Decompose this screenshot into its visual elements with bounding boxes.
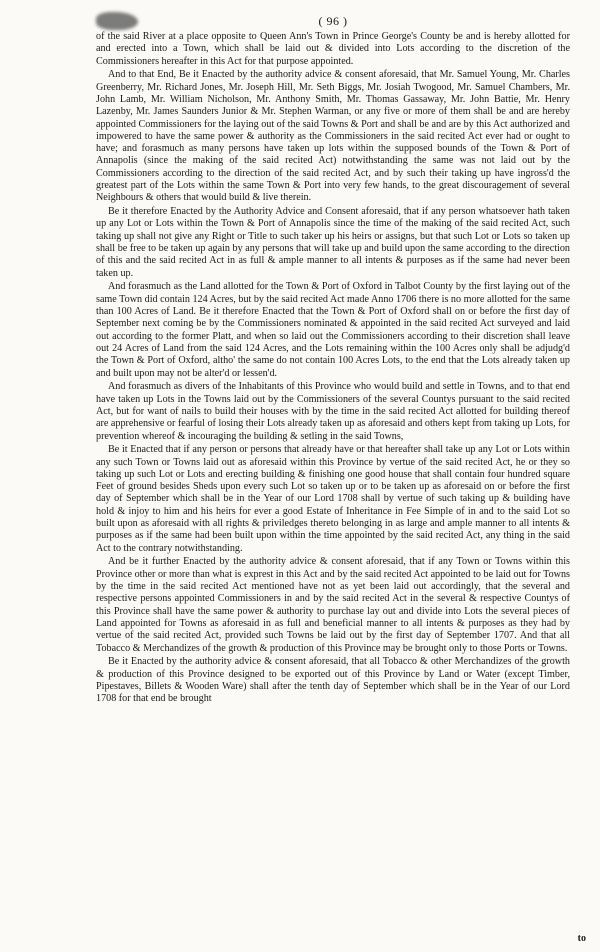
page-number: ( 96 ) [96,14,570,29]
paragraph: Be it Enacted by the authority advice & consent aforesaid, that all Tobacco & other Merchandizes of the growth & production of this Province designed to be exported out of this Province by Land or Water (except Timber, Pipestaves, Billets & Wooden Ware) shall after the tenth day of September which shall be in the Year of our Lord 1708 for that end be brought [96,656,570,705]
paragraph: And to that End, Be it Enacted by the authority advice & consent aforesaid, that Mr. Samuel Young, Mr. Charles Greenberry, Mr. Richard Jones, Mr. Joseph Hill, Mr. Seth Biggs, Mr. Josiah Twogood, Mr. Samuel Chambers, Mr. John Lamb, Mr. William Nicholson, Mr. Anthony Smith, Mr. Thomas Gassaway, Mr. John Battie, Mr. Henry Lazenby, Mr. James Saunders Junior & Mr. Stephen Warman, or any five or more of them shall be and are hereby appointed Commissioners for the laying out of the said Towns & Port and shall be and are by this Act authorized and impowered to have the same power & authority as the Commissioners in the said recited Act ever had or ought to have; and forasmuch as many persons have taken up lots within the supposed bounds of the Town & Port of Annapolis (since the making of the said recited Act) notwithstanding the same was not laid out by the Commissioners according to the direction of the said recited Act, and by such their taking up have ingross'd the greatest part of the Lots within the same Town & Port into very few hands, to the great discouragement of several Neighbours & others that would build & live therein. [96,69,570,204]
paragraph: And forasmuch as divers of the Inhabitants of this Province who would build and settle in Towns, and to that end have taken up Lots in the Towns laid out by the Commissioners of the several Countys pursuant to the said recited Act, but for want of nails to build their houses with by the time in the said recited Act allotted for building thereof are apprehensive or fearful of losing their Lots already taken up as aforesaid and others kept from taking up Lots, for prevention whereof & incouraging the building & setling in the said Towns, [96,381,570,442]
body-text [96,31,570,706]
paragraph: Be it therefore Enacted by the Authority Advice and Consent aforesaid, that if any person whatsoever hath taken up any Lot or Lots within the Town & Port of Annapolis since the time of the making of the said recited Act, such taking up shall not give any Right or Title to such taker up his heirs or assigns, but that such Lot or Lots so taken up shall be free to be taken up again by any persons that will take up and build upon the same according to the direction of this and the said recited Act in as full & ample manner to all intents & purposes as if the same had never been taken up. [96,206,570,279]
paragraph: of the said River at a place opposite to Queen Ann's Town in Prince George's County be and is hereby allotted for and erected into a Town, which shall be laid out & divided into Lots according to the discretion of the Commissioners hereafter in this Act for that purpose appointed. [96,31,570,67]
ink-stain [96,12,138,30]
catchword: to [577,933,586,944]
paragraph: And be it further Enacted by the authority advice & consent aforesaid, that if any Town or Towns within this Province other or more than what is exprest in this Act and by the said recited Act appointed to be laid out for Towns by the time in the said recited Act mentioned have not as yet been laid out accordingly, that the several and respective persons appointed Commissioners in and by the said recited Act in the several & respective Countys of this Province shall have the same power & authority to purchase lay out and divide into Lots the several pieces of Land appointed for Towns as aforesaid in as full and beneficial manner to all intents & purposes as they had by vertue of the said recited Act, provided such Towns be laid out by the first day of September 1707. And that all Tobacco & Merchandizes of the growth & production of this Province may be brought only to those Ports or Towns. [96,556,570,654]
paragraph: And forasmuch as the Land allotted for the Town & Port of Oxford in Talbot County by the first laying out of the same Town did contain 124 Acres, but by the said recited Act made Anno 1706 there is no more allotted for the same than 100 Acres of Land. Be it therefore Enacted that the Town & Port of Oxford shall on or before the first day of September next coming be by the Commissioners nominated & appointed in the said recited Act surveyed and laid out according to the former Platt, and when so laid out the Commissioners according to their discretion shall leave out 24 Acres of Land from the said 124 Acres, and the Lots remaining within the 100 Acres only shall be adjudg'd the Town & Port of Oxford, altho' the same do not contain 100 Acres Lots, to the end that the Lots already taken up and built upon may not be alter'd or lessen'd. [96,281,570,379]
paragraph: Be it Enacted that if any person or persons that already have or that hereafter shall take up any Lot or Lots within any such Town or Towns laid out as aforesaid within this Province by vertue of the said recited Act, he or they so taking up such Lot or Lots and erecting building & finishing one good house that shall contain four hundred square Feet of ground besides Sheds upon every such Lot so taken up or to be taken up as aforesaid on or before the first day of September which shall be in the Year of our Lord 1708 shall by vertue of such taking up & building have hold & injoy to him and his heirs for ever a good Estate of Inheritance in Fee Simple of in and to the said Lot so built upon as aforesaid with all rights & priviledges thereto belonging in as large and ample manner to all intents & purposes as if the same had been built upon within the time appointed by the said recited Act, any thing in the said Act to the contrary notwithstanding. [96,444,570,554]
